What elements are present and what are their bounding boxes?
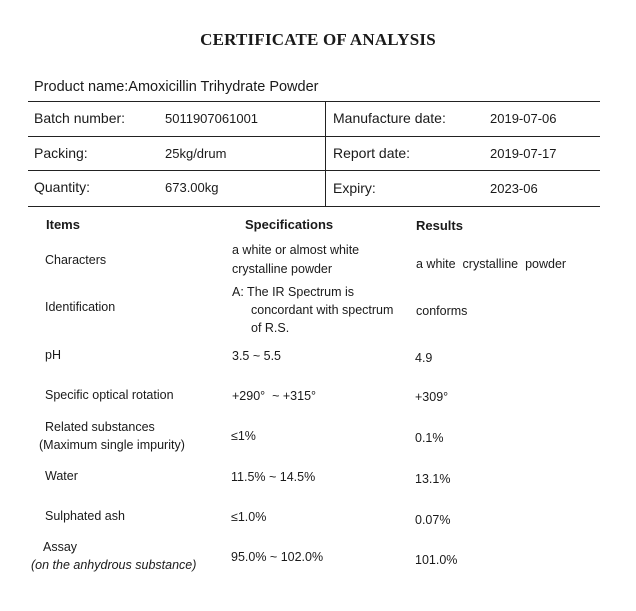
test-result: 4.9 [415, 351, 433, 365]
packing-value: 25kg/drum [165, 146, 227, 161]
manufacture-date-value: 2019-07-06 [490, 111, 557, 126]
info-table-top-rule [28, 101, 600, 102]
batch-number-label: Batch number: [34, 110, 126, 126]
test-result: 0.1% [415, 431, 444, 445]
test-result: 13.1% [415, 472, 451, 486]
test-result: +309° [415, 390, 449, 404]
test-spec-line: +290° ~ +315° [232, 389, 317, 403]
document-title: CERTIFICATE OF ANALYSIS [200, 30, 436, 49]
results-header: Results [416, 218, 463, 233]
test-spec-line: 3.5 ~ 5.5 [232, 349, 281, 363]
test-item: Specific optical rotation [45, 388, 174, 402]
info-table-divider [325, 101, 326, 206]
test-result: 101.0% [415, 553, 458, 567]
items-header: Items [46, 217, 80, 232]
test-spec-line: ≤1% [231, 429, 256, 443]
expiry-value: 2023-06 [490, 181, 538, 196]
batch-number-value: 5011907061001 [165, 111, 259, 126]
test-spec-line: ≤1.0% [231, 510, 267, 524]
specifications-header: Specifications [245, 217, 334, 232]
test-result: conforms [416, 304, 468, 318]
packing-label: Packing: [34, 145, 88, 161]
info-table-row-rule [28, 136, 600, 137]
product-name: Product name:Amoxicillin Trihydrate Powder [34, 79, 319, 95]
quantity-label: Quantity: [34, 179, 91, 195]
test-spec-line: 11.5% ~ 14.5% [231, 470, 316, 484]
report-date-label: Report date: [333, 145, 411, 161]
test-item: Water [45, 469, 78, 483]
test-spec-line: crystalline powder [232, 262, 333, 276]
test-spec-line: A: The IR Spectrum is [232, 285, 355, 299]
test-spec-line: concordant with spectrum [251, 303, 394, 317]
manufacture-date-label: Manufacture date: [333, 110, 446, 126]
info-table-bottom-rule [28, 206, 600, 207]
test-item-line: Related substances [45, 420, 155, 434]
quantity-value: 673.00kg [165, 180, 219, 195]
test-spec-line: 95.0% ~ 102.0% [231, 550, 324, 564]
report-date-value: 2019-07-17 [490, 146, 557, 161]
test-result: a white crystalline powder [416, 257, 567, 271]
test-item-line: (on the anhydrous substance) [31, 558, 197, 572]
test-item-line: (Maximum single impurity) [39, 438, 185, 452]
expiry-label: Expiry: [333, 180, 376, 196]
test-item: Sulphated ash [45, 509, 125, 523]
info-table-row-rule [28, 170, 600, 171]
test-item: Identification [45, 300, 116, 314]
test-result: 0.07% [415, 513, 451, 527]
test-item: pH [45, 348, 61, 362]
test-spec-line: of R.S. [251, 321, 290, 335]
test-item: Characters [45, 253, 107, 267]
test-spec-line: a white or almost white [232, 243, 360, 257]
test-item-line: Assay [43, 540, 78, 554]
